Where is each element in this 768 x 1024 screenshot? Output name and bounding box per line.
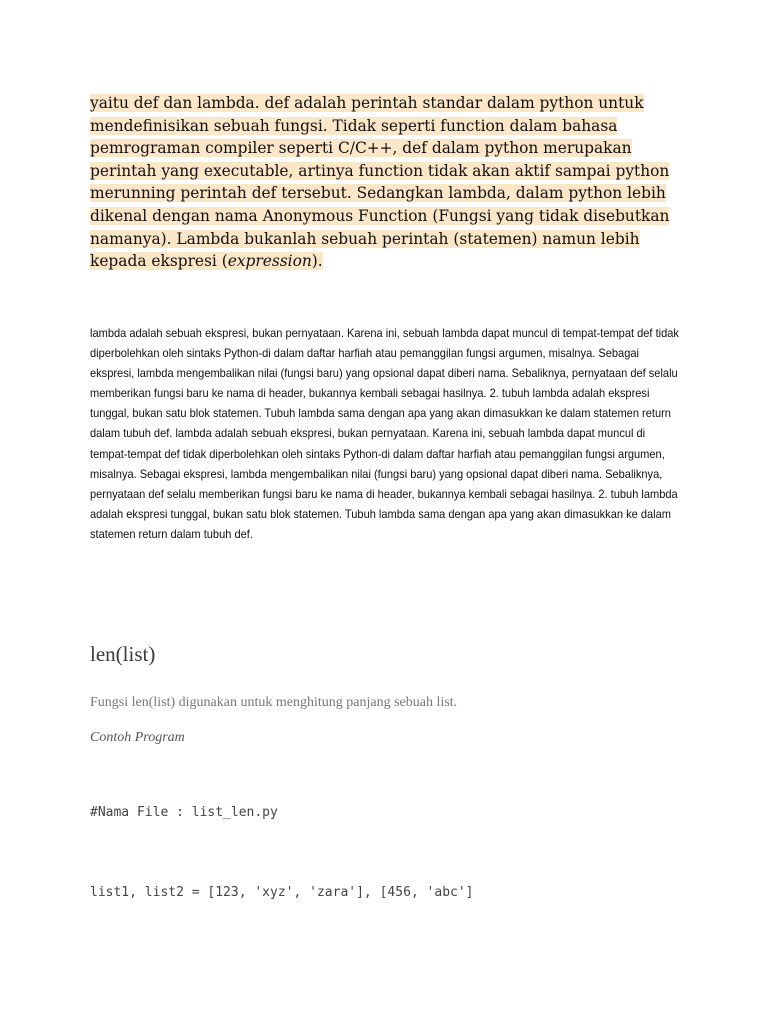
- intro-text: yaitu def dan lambda. def adalah perintah standar dalam python untuk mendefinisikan sebuah fungsi. Tidak seperti function dalam bahasa pemrograman compiler seperti C/C++, def dalam python merupakan perintah yang executable, artinya function tidak akan aktif sampai python merunning perintah def tersebut. Sedangkan lambda, dalam python lebih dikenal dengan nama Anonymous Function (Fungsi yang tidak disebutkan namanya). Lambda bukanlah sebuah perintah (statemen) namun lebih kepada ekspresi (: [90, 94, 670, 271]
- highlight-span: [90, 94, 669, 270]
- code-line: #Nama File : list_len.py: [90, 805, 278, 820]
- section-heading: len(list): [90, 642, 156, 666]
- code-line: list1, list2 = [123, 'xyz', 'zara'], [456, 'abc']: [90, 885, 474, 900]
- intro-end: ).: [311, 252, 323, 271]
- section-description: Fungsi len(list) digunakan untuk menghitung panjang sebuah list.: [90, 695, 458, 710]
- program-caption: Contoh Program: [90, 730, 185, 745]
- intro-emphasis: expression: [227, 252, 312, 271]
- highlighted-paragraph: [90, 92, 690, 273]
- body-paragraph: lambda adalah sebuah ekspresi, bukan pernyataan. Karena ini, sebuah lambda dapat muncul di tempat-tempat def tidak diperbolehkan oleh sintaks Python-di dalam daftar harfiah atau pemanggilan fungsi argumen, misalnya. Sebagai ekspresi, lambda mengembalikan nilai (fungsi baru) yang opsional dapat diberi nama. Sebaliknya, pernyataan def selalu memberikan fungsi baru ke nama di header, bukannya kembali sebagai hasilnya. 2. tubuh lambda adalah ekspresi tunggal, bukan satu blok statemen. Tubuh lambda sama dengan apa yang akan dimasukkan ke dalam statemen return dalam tubuh def. lambda adalah sebuah ekspresi, bukan pernyataan. Karena ini, sebuah lambda dapat muncul di tempat-tempat def tidak diperbolehkan oleh sintaks Python-di dalam daftar harfiah atau pemanggilan fungsi argumen, misalnya. Sebagai ekspresi, lambda mengembalikan nilai (fungsi baru) yang opsional dapat diberi nama. Sebaliknya, pernyataan def selalu memberikan fungsi baru ke nama di header, bukannya kembali sebagai hasilnya. 2. tubuh lambda adalah ekspresi tunggal, bukan satu blok statemen. Tubuh lambda sama dengan apa yang akan dimasukkan ke dalam statemen return dalam tubuh def.: [90, 326, 679, 541]
